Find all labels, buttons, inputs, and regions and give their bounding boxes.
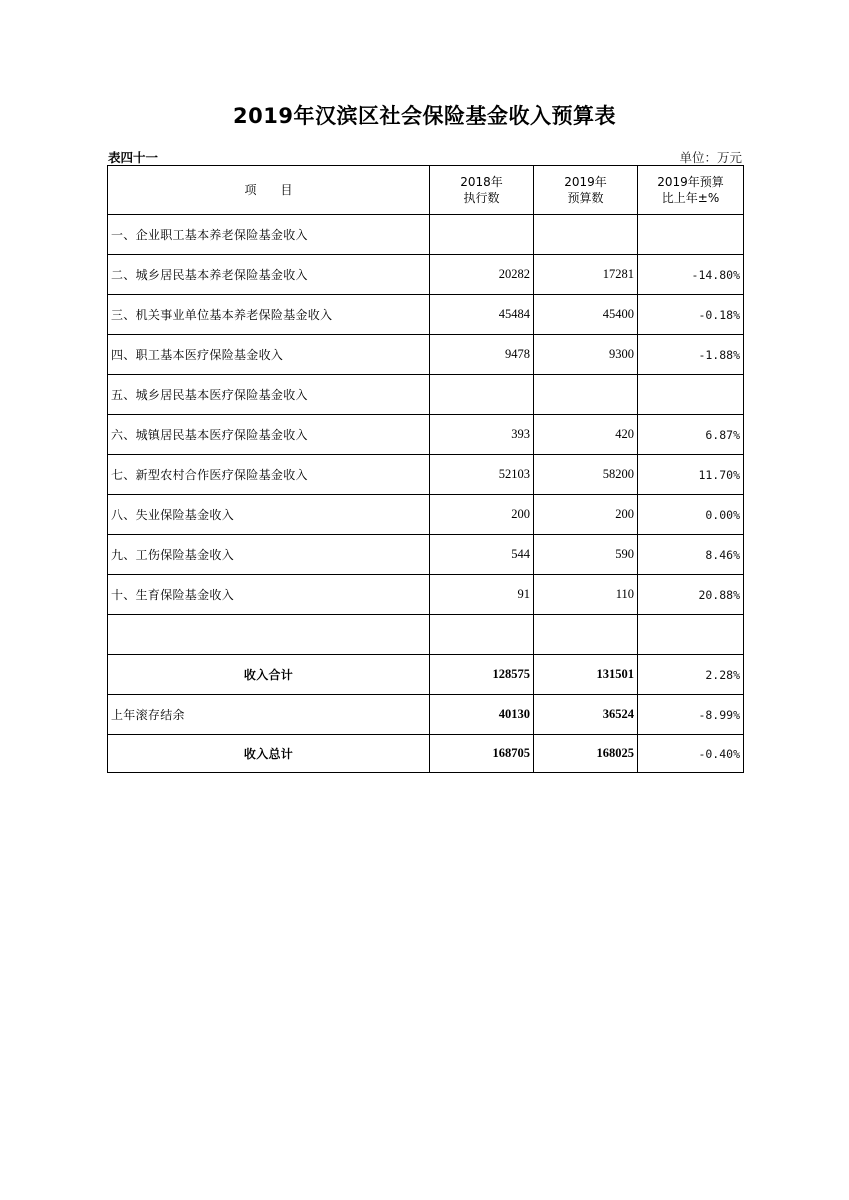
row-change-pct: 8.46%: [638, 535, 744, 575]
table-row: [108, 255, 744, 295]
header-change-pct: [638, 166, 744, 215]
table-row: [108, 295, 744, 335]
table-number: 表四十一: [108, 150, 159, 165]
row-label: 四、职工基本医疗保险基金收入: [108, 335, 430, 375]
row-change-pct: 6.87%: [638, 415, 744, 455]
row-2019-value: [534, 375, 638, 415]
row-change-pct: -8.99%: [638, 695, 744, 735]
row-2018-value: 9478: [430, 335, 534, 375]
table-row-balance: [108, 695, 744, 735]
table-header-row: [108, 166, 744, 215]
total-label: 收入总计: [108, 735, 430, 773]
row-2018-value: 168705: [430, 735, 534, 773]
row-2018-value: [430, 215, 534, 255]
row-2018-value: 128575: [430, 655, 534, 695]
row-change-pct: -0.40%: [638, 735, 744, 773]
row-label: 九、工伤保险基金收入: [108, 535, 430, 575]
table-row: [108, 335, 744, 375]
row-2018-value: 20282: [430, 255, 534, 295]
unit-label: 单位：万元: [679, 150, 742, 165]
budget-table: [107, 165, 744, 773]
row-2018-value: 91: [430, 575, 534, 615]
row-label: 一、企业职工基本养老保险基金收入: [108, 215, 430, 255]
row-change-pct: 11.70%: [638, 455, 744, 495]
header-2019-line1: 2019年: [564, 175, 607, 189]
row-2019-value: 590: [534, 535, 638, 575]
row-change-pct: 0.00%: [638, 495, 744, 535]
row-change-pct: -1.88%: [638, 335, 744, 375]
row-2019-value: 58200: [534, 455, 638, 495]
table-row: [108, 495, 744, 535]
header-2018-line1: 2018年: [460, 175, 503, 189]
table-row: [108, 575, 744, 615]
row-label: 八、失业保险基金收入: [108, 495, 430, 535]
row-2019-value: 200: [534, 495, 638, 535]
row-2018-value: 393: [430, 415, 534, 455]
row-label: 七、新型农村合作医疗保险基金收入: [108, 455, 430, 495]
row-2018-value: 40130: [430, 695, 534, 735]
row-2019-value: [534, 215, 638, 255]
header-2019-budget: [534, 166, 638, 215]
row-2019-value: 17281: [534, 255, 638, 295]
header-change-line1: 2019年预算: [657, 175, 724, 189]
row-2018-value: 544: [430, 535, 534, 575]
table-row: [108, 375, 744, 415]
row-2018-value: 45484: [430, 295, 534, 335]
table-row-total: [108, 735, 744, 773]
row-2019-value: 420: [534, 415, 638, 455]
row-change-pct: 2.28%: [638, 655, 744, 695]
header-item: 项 目: [108, 166, 430, 215]
table-row: [108, 415, 744, 455]
row-change-pct: [638, 615, 744, 655]
row-2019-value: [534, 615, 638, 655]
row-2018-value: [430, 375, 534, 415]
row-label: 六、城镇居民基本医疗保险基金收入: [108, 415, 430, 455]
row-change-pct: -0.18%: [638, 295, 744, 335]
row-label: 三、机关事业单位基本养老保险基金收入: [108, 295, 430, 335]
row-change-pct: [638, 215, 744, 255]
header-2018-line2: 执行数: [463, 191, 500, 205]
table-row: [108, 455, 744, 495]
row-2018-value: 200: [430, 495, 534, 535]
row-label: [108, 615, 430, 655]
row-2019-value: 110: [534, 575, 638, 615]
table-row: [108, 535, 744, 575]
header-change-line2: 比上年±%: [661, 191, 720, 205]
row-change-pct: 20.88%: [638, 575, 744, 615]
row-label: 二、城乡居民基本养老保险基金收入: [108, 255, 430, 295]
header-2019-line2: 预算数: [567, 191, 604, 205]
row-2019-value: 45400: [534, 295, 638, 335]
row-2019-value: 36524: [534, 695, 638, 735]
subtotal-label: 收入合计: [108, 655, 430, 695]
row-change-pct: -14.80%: [638, 255, 744, 295]
header-2018-actual: [430, 166, 534, 215]
table-row-blank: [108, 615, 744, 655]
row-2019-value: 9300: [534, 335, 638, 375]
row-2019-value: 131501: [534, 655, 638, 695]
page-title: 2019年汉滨区社会保险基金收入预算表: [233, 104, 616, 128]
row-2019-value: 168025: [534, 735, 638, 773]
row-change-pct: [638, 375, 744, 415]
balance-label: 上年滚存结余: [108, 695, 430, 735]
row-2018-value: [430, 615, 534, 655]
row-label: 十、生育保险基金收入: [108, 575, 430, 615]
row-label: 五、城乡居民基本医疗保险基金收入: [108, 375, 430, 415]
table-row: [108, 215, 744, 255]
row-2018-value: 52103: [430, 455, 534, 495]
table-row-subtotal: [108, 655, 744, 695]
